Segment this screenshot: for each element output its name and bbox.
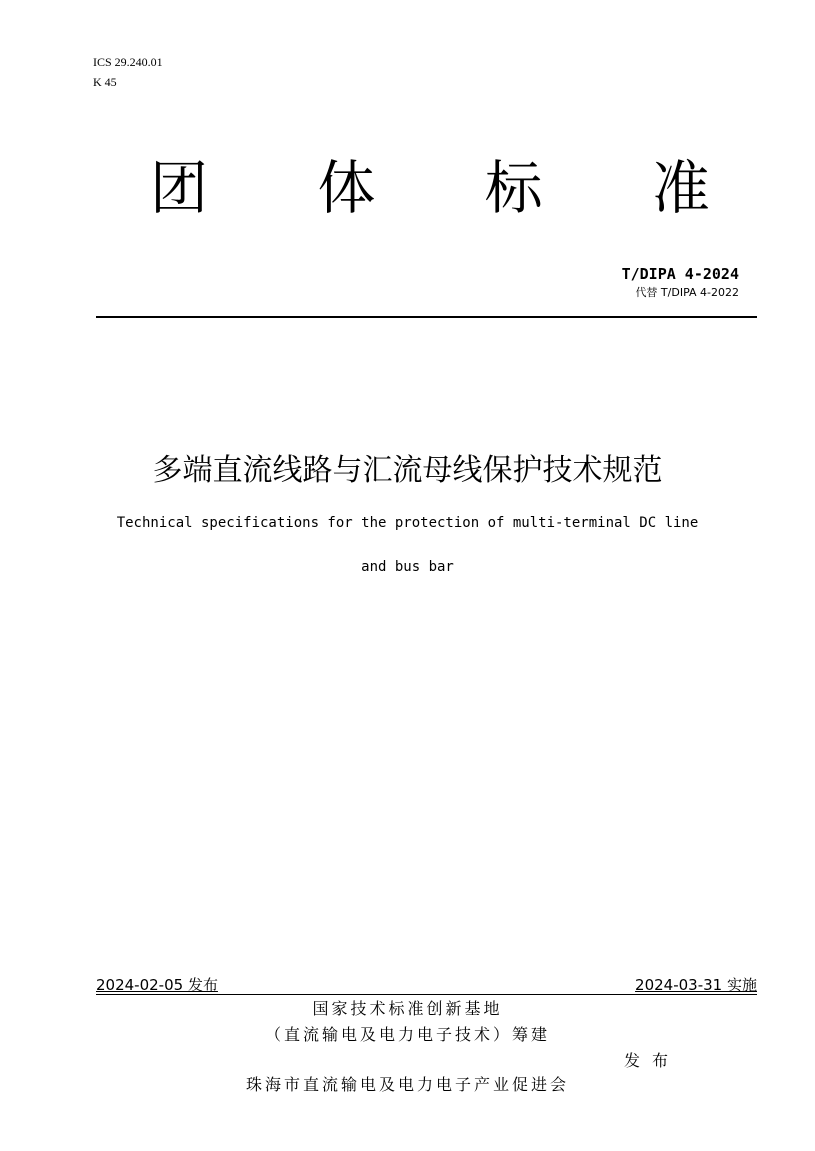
footer-divider [96, 994, 757, 995]
ics-code: ICS 29.240.01 [93, 55, 163, 69]
replaces-note: 代替 T/DIPA 4-2022 [635, 286, 739, 299]
publisher-line-2: （直流输电及电力电子技术）筹建 [264, 1025, 550, 1044]
ccs-code: K 45 [93, 75, 117, 89]
document-title-en-line1: Technical specifications for the protection of multi-terminal DC line [116, 515, 699, 531]
document-title-cn: 多端直流线路与汇流母线保护技术规范 [152, 453, 663, 488]
standard-code-block [622, 264, 739, 302]
implementation-date: 2024-03-31 实施 [635, 976, 757, 994]
standard-type-char: 体 [317, 154, 376, 222]
standard-type-char: 准 [651, 154, 710, 222]
issue-date: 2024-02-05 发布 [96, 976, 218, 994]
standard-type-char: 标 [484, 154, 543, 222]
publisher-line-1: 国家技术标准创新基地 [312, 999, 503, 1018]
standard-type-heading [150, 150, 710, 230]
classification-codes [93, 52, 163, 92]
standard-type-char: 团 [150, 154, 209, 222]
document-title-en-line2: and bus bar [361, 559, 454, 575]
header-divider [96, 316, 757, 318]
publish-action: 发布 [624, 1051, 681, 1070]
standard-number: T/DIPA 4-2024 [621, 265, 739, 283]
publisher-line-3: 珠海市直流输电及电力电子产业促进会 [245, 1075, 569, 1094]
